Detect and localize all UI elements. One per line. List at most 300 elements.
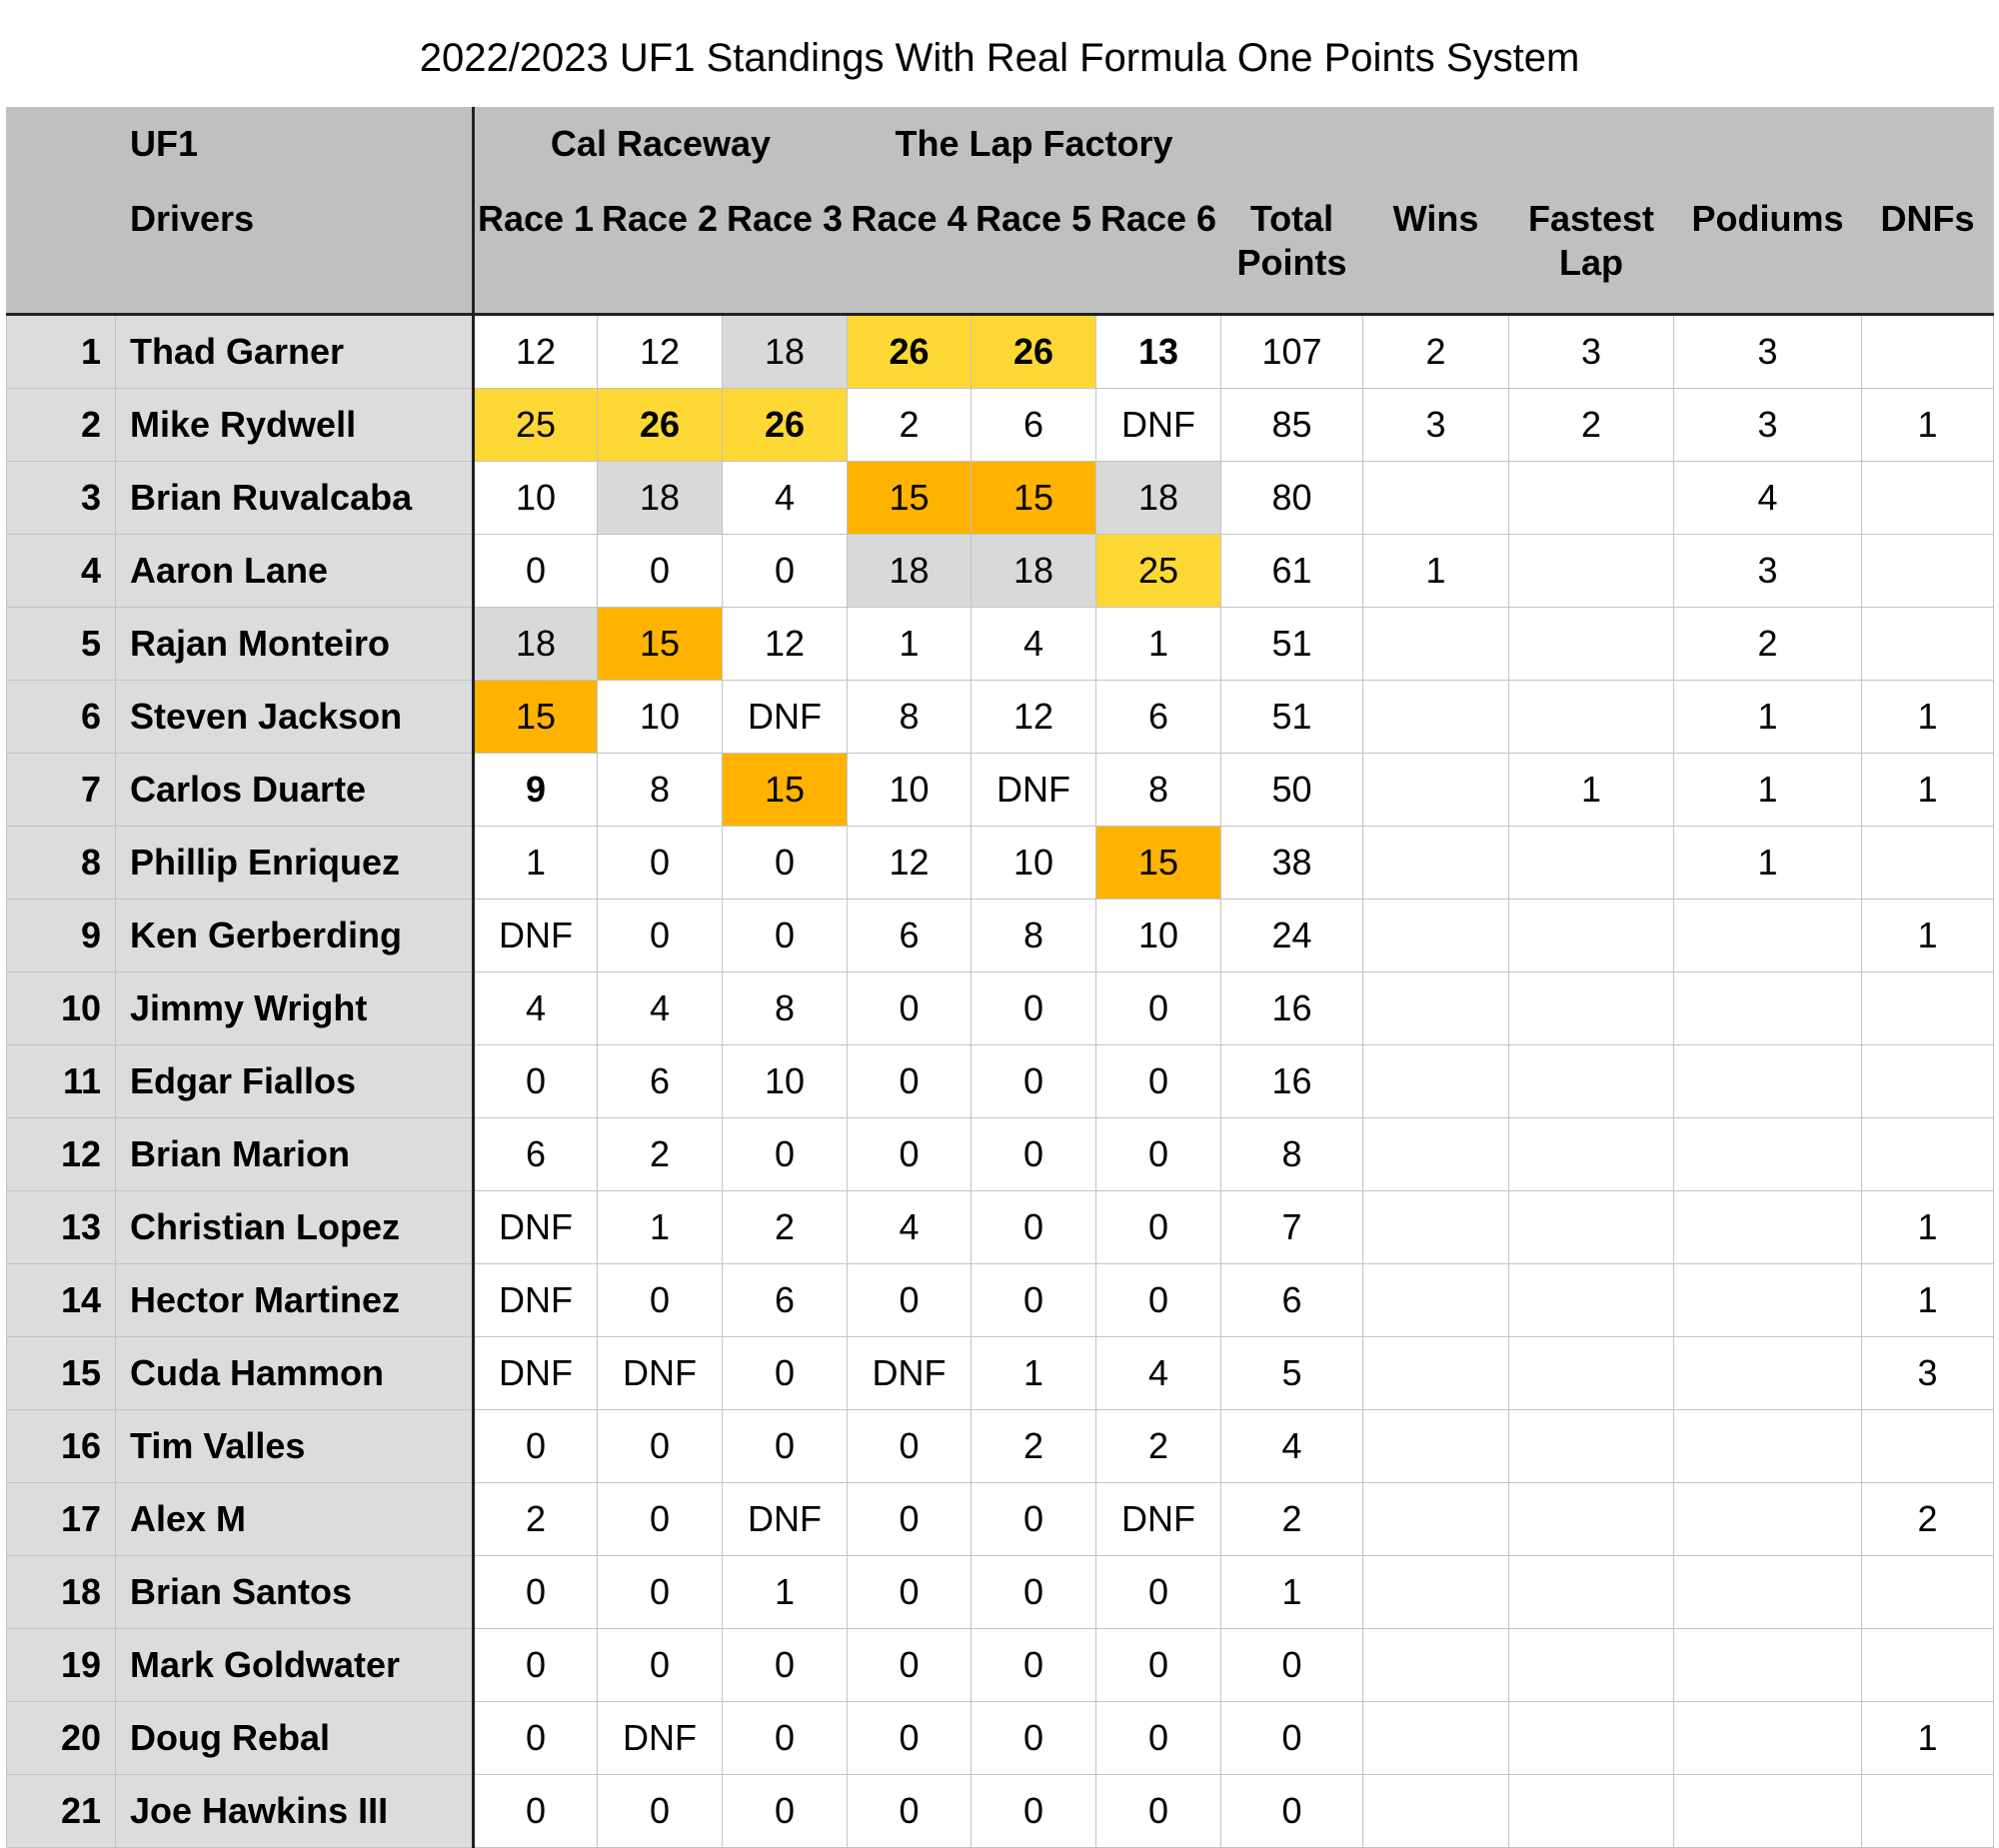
race-4-cell: 0 (848, 1045, 972, 1118)
header-empty-cell (1674, 108, 1862, 181)
race-5-cell: 8 (972, 900, 1096, 972)
race-4-cell: 12 (848, 827, 972, 900)
driver-name-cell: Phillip Enriquez (116, 827, 474, 900)
podiums-cell: 3 (1674, 535, 1862, 608)
rank-cell: 2 (7, 389, 116, 462)
rank-cell: 13 (7, 1191, 116, 1264)
race-6-cell: 0 (1096, 1118, 1221, 1191)
driver-name-cell: Cuda Hammon (116, 1337, 474, 1410)
race-4-cell: 4 (848, 1191, 972, 1264)
race-1-cell: 15 (474, 681, 598, 754)
table-row (7, 681, 1994, 754)
podiums-cell (1674, 1264, 1862, 1337)
rank-cell: 17 (7, 1483, 116, 1556)
race-2-cell: 4 (598, 972, 723, 1045)
total-points-cell: 4 (1221, 1410, 1363, 1483)
fastest-lap-cell (1509, 972, 1674, 1045)
dnfs-cell (1862, 1629, 1994, 1702)
race-2-cell: 12 (598, 315, 723, 389)
fastest-lap-cell (1509, 1337, 1674, 1410)
podiums-cell (1674, 1556, 1862, 1629)
race-3-cell: 0 (723, 1702, 848, 1775)
race-2-cell: 18 (598, 462, 723, 535)
fastest-lap-cell (1509, 1410, 1674, 1483)
wins-cell (1363, 754, 1509, 827)
race-3-cell: 1 (723, 1556, 848, 1629)
race-5-cell: 12 (972, 681, 1096, 754)
race-4-cell: 0 (848, 1629, 972, 1702)
race-6-cell: 0 (1096, 1629, 1221, 1702)
page-title: 2022/2023 UF1 Standings With Real Formula One Points System (419, 36, 1580, 80)
total-points-cell: 38 (1221, 827, 1363, 900)
rank-cell: 1 (7, 315, 116, 389)
fastest-lap-cell (1509, 1775, 1674, 1848)
race-6-cell: 10 (1096, 900, 1221, 972)
race-3-cell: 6 (723, 1264, 848, 1337)
race-3-cell: 0 (723, 900, 848, 972)
table-row (7, 1775, 1994, 1848)
race-6-cell: 0 (1096, 1045, 1221, 1118)
table-row (7, 1410, 1994, 1483)
race-4-cell: 8 (848, 681, 972, 754)
table-row (7, 1556, 1994, 1629)
race-1-cell: 25 (474, 389, 598, 462)
race-5-cell: 0 (972, 1264, 1096, 1337)
rank-cell: 18 (7, 1556, 116, 1629)
driver-name-cell: Edgar Fiallos (116, 1045, 474, 1118)
race-3-cell: DNF (723, 1483, 848, 1556)
fastest-lap-cell (1509, 1118, 1674, 1191)
rank-cell: 9 (7, 900, 116, 972)
rank-cell: 4 (7, 535, 116, 608)
rank-cell: 7 (7, 754, 116, 827)
wins-cell (1363, 1118, 1509, 1191)
total-points-cell: 50 (1221, 754, 1363, 827)
race-1-cell: 0 (474, 1775, 598, 1848)
race-4-cell: 6 (848, 900, 972, 972)
race-3-cell: 0 (723, 827, 848, 900)
table-row (7, 608, 1994, 681)
race-6-cell: 0 (1096, 1775, 1221, 1848)
race-2-cell: 2 (598, 1118, 723, 1191)
total-points-cell: 61 (1221, 535, 1363, 608)
wins-cell (1363, 681, 1509, 754)
race-4-cell: 1 (848, 608, 972, 681)
fastest-lap-cell (1509, 1629, 1674, 1702)
column-header-dnfs: DNFs (1862, 181, 1994, 315)
race-6-cell: 13 (1096, 315, 1221, 389)
race-2-cell: 0 (598, 535, 723, 608)
podiums-cell: 1 (1674, 827, 1862, 900)
race-2-cell: DNF (598, 1702, 723, 1775)
wins-cell (1363, 972, 1509, 1045)
rank-cell: 8 (7, 827, 116, 900)
table-row (7, 1483, 1994, 1556)
table-row (7, 827, 1994, 900)
table-row (7, 315, 1994, 389)
race-3-cell: 0 (723, 1775, 848, 1848)
rank-cell: 20 (7, 1702, 116, 1775)
header-row-tracks (7, 108, 1994, 181)
race-2-cell: 0 (598, 1264, 723, 1337)
race-4-cell: 0 (848, 1264, 972, 1337)
race-5-cell: 0 (972, 1775, 1096, 1848)
podiums-cell: 1 (1674, 754, 1862, 827)
podiums-cell (1674, 972, 1862, 1045)
race-5-cell: 1 (972, 1337, 1096, 1410)
race-5-cell: 0 (972, 1483, 1096, 1556)
podiums-cell: 1 (1674, 681, 1862, 754)
fastest-lap-cell (1509, 535, 1674, 608)
podiums-cell (1674, 1410, 1862, 1483)
race-1-cell: 10 (474, 462, 598, 535)
race-2-cell: 0 (598, 900, 723, 972)
fastest-lap-cell: 2 (1509, 389, 1674, 462)
podiums-cell (1674, 1629, 1862, 1702)
wins-cell (1363, 1483, 1509, 1556)
header-row-columns (7, 181, 1994, 315)
race-2-cell: 0 (598, 1556, 723, 1629)
driver-name-cell: Rajan Monteiro (116, 608, 474, 681)
wins-cell (1363, 1702, 1509, 1775)
total-points-cell: 16 (1221, 1045, 1363, 1118)
driver-name-cell: Joe Hawkins III (116, 1775, 474, 1848)
race-5-cell: 0 (972, 972, 1096, 1045)
race-2-cell: 1 (598, 1191, 723, 1264)
race-4-cell: DNF (848, 1337, 972, 1410)
race-3-cell: 0 (723, 535, 848, 608)
fastest-lap-cell (1509, 1045, 1674, 1118)
race-1-cell: 4 (474, 972, 598, 1045)
wins-cell (1363, 1629, 1509, 1702)
dnfs-cell (1862, 462, 1994, 535)
race-5-cell: 0 (972, 1118, 1096, 1191)
race-5-cell: 26 (972, 315, 1096, 389)
total-points-cell: 0 (1221, 1775, 1363, 1848)
rank-cell: 21 (7, 1775, 116, 1848)
table-row (7, 535, 1994, 608)
driver-name-cell: Carlos Duarte (116, 754, 474, 827)
header-empty-cell (1221, 108, 1363, 181)
race-3-cell: 18 (723, 315, 848, 389)
race-3-cell: 26 (723, 389, 848, 462)
race-1-cell: 1 (474, 827, 598, 900)
dnfs-cell (1862, 1556, 1994, 1629)
race-3-cell: 0 (723, 1629, 848, 1702)
table-row (7, 462, 1994, 535)
driver-name-cell: Mike Rydwell (116, 389, 474, 462)
race-1-cell: 0 (474, 1410, 598, 1483)
total-points-cell: 5 (1221, 1337, 1363, 1410)
podiums-cell (1674, 1483, 1862, 1556)
race-5-cell: 18 (972, 535, 1096, 608)
race-4-cell: 18 (848, 535, 972, 608)
wins-cell: 2 (1363, 315, 1509, 389)
driver-name-cell: Alex M (116, 1483, 474, 1556)
wins-cell (1363, 462, 1509, 535)
header-empty-cell (1363, 108, 1509, 181)
race-6-cell: 4 (1096, 1337, 1221, 1410)
total-points-cell: 0 (1221, 1702, 1363, 1775)
race-3-cell: 0 (723, 1118, 848, 1191)
race-5-cell: 0 (972, 1556, 1096, 1629)
dnfs-cell (1862, 1118, 1994, 1191)
race-1-cell: DNF (474, 1264, 598, 1337)
total-points-cell: 6 (1221, 1264, 1363, 1337)
rank-cell: 12 (7, 1118, 116, 1191)
fastest-lap-cell (1509, 827, 1674, 900)
column-header-race-2: Race 2 (598, 181, 723, 315)
race-5-cell: 0 (972, 1191, 1096, 1264)
fastest-lap-cell: 3 (1509, 315, 1674, 389)
race-6-cell: 0 (1096, 1264, 1221, 1337)
total-points-cell: 7 (1221, 1191, 1363, 1264)
race-4-cell: 0 (848, 1483, 972, 1556)
race-4-cell: 0 (848, 972, 972, 1045)
race-4-cell: 10 (848, 754, 972, 827)
rank-cell: 19 (7, 1629, 116, 1702)
race-2-cell: 10 (598, 681, 723, 754)
race-6-cell: 6 (1096, 681, 1221, 754)
rank-cell: 10 (7, 972, 116, 1045)
podiums-cell: 2 (1674, 608, 1862, 681)
fastest-lap-cell (1509, 1702, 1674, 1775)
race-6-cell: 1 (1096, 608, 1221, 681)
race-6-cell: 18 (1096, 462, 1221, 535)
race-5-cell: 4 (972, 608, 1096, 681)
table-row (7, 1337, 1994, 1410)
race-2-cell: 26 (598, 389, 723, 462)
fastest-lap-cell (1509, 1264, 1674, 1337)
rank-cell: 15 (7, 1337, 116, 1410)
dnfs-cell (1862, 1045, 1994, 1118)
total-points-cell: 80 (1221, 462, 1363, 535)
wins-cell (1363, 608, 1509, 681)
race-1-cell: DNF (474, 1337, 598, 1410)
dnfs-cell: 1 (1862, 900, 1994, 972)
race-4-cell: 26 (848, 315, 972, 389)
dnfs-cell (1862, 608, 1994, 681)
driver-name-cell: Christian Lopez (116, 1191, 474, 1264)
race-6-cell: DNF (1096, 389, 1221, 462)
driver-name-cell: Hector Martinez (116, 1264, 474, 1337)
race-6-cell: 0 (1096, 1191, 1221, 1264)
dnfs-cell: 1 (1862, 1264, 1994, 1337)
race-2-cell: 0 (598, 1483, 723, 1556)
dnfs-cell (1862, 1410, 1994, 1483)
race-6-cell: 8 (1096, 754, 1221, 827)
wins-cell (1363, 1045, 1509, 1118)
race-3-cell: 15 (723, 754, 848, 827)
race-5-cell: 0 (972, 1045, 1096, 1118)
fastest-lap-cell (1509, 462, 1674, 535)
race-2-cell: 0 (598, 1775, 723, 1848)
table-row (7, 1702, 1994, 1775)
driver-name-cell: Brian Ruvalcaba (116, 462, 474, 535)
driver-name-cell: Ken Gerberding (116, 900, 474, 972)
race-3-cell: 12 (723, 608, 848, 681)
rank-cell: 14 (7, 1264, 116, 1337)
dnfs-cell: 1 (1862, 1702, 1994, 1775)
podiums-cell (1674, 1191, 1862, 1264)
race-6-cell: 0 (1096, 1702, 1221, 1775)
dnfs-cell: 1 (1862, 754, 1994, 827)
table-row (7, 1118, 1994, 1191)
total-points-cell: 8 (1221, 1118, 1363, 1191)
race-4-cell: 15 (848, 462, 972, 535)
race-4-cell: 0 (848, 1410, 972, 1483)
driver-name-cell: Jimmy Wright (116, 972, 474, 1045)
total-points-cell: 51 (1221, 608, 1363, 681)
race-4-cell: 0 (848, 1775, 972, 1848)
race-5-cell: 10 (972, 827, 1096, 900)
podiums-cell (1674, 1702, 1862, 1775)
table-row (7, 1629, 1994, 1702)
wins-cell (1363, 1556, 1509, 1629)
driver-name-cell: Mark Goldwater (116, 1629, 474, 1702)
race-6-cell: 0 (1096, 972, 1221, 1045)
fastest-lap-cell: 1 (1509, 754, 1674, 827)
driver-name-cell: Brian Marion (116, 1118, 474, 1191)
podiums-cell (1674, 1337, 1862, 1410)
race-1-cell: 9 (474, 754, 598, 827)
race-2-cell: 6 (598, 1045, 723, 1118)
header-rank-cell (7, 108, 116, 181)
race-6-cell: 0 (1096, 1556, 1221, 1629)
column-header-race-6: Race 6 (1096, 181, 1221, 315)
dnfs-cell (1862, 1775, 1994, 1848)
race-6-cell: 25 (1096, 535, 1221, 608)
driver-name-cell: Steven Jackson (116, 681, 474, 754)
column-header-drivers: Drivers (116, 181, 474, 315)
race-2-cell: 0 (598, 827, 723, 900)
dnfs-cell (1862, 315, 1994, 389)
total-points-cell: 85 (1221, 389, 1363, 462)
dnfs-cell: 3 (1862, 1337, 1994, 1410)
race-4-cell: 2 (848, 389, 972, 462)
podiums-cell: 3 (1674, 389, 1862, 462)
header-empty-cell (1509, 108, 1674, 181)
total-points-cell: 24 (1221, 900, 1363, 972)
total-points-cell: 107 (1221, 315, 1363, 389)
wins-cell: 1 (1363, 535, 1509, 608)
race-3-cell: 2 (723, 1191, 848, 1264)
driver-name-cell: Thad Garner (116, 315, 474, 389)
race-5-cell: 6 (972, 389, 1096, 462)
race-4-cell: 0 (848, 1556, 972, 1629)
fastest-lap-cell (1509, 1556, 1674, 1629)
race-2-cell: DNF (598, 1337, 723, 1410)
race-5-cell: 2 (972, 1410, 1096, 1483)
race-1-cell: 0 (474, 1556, 598, 1629)
race-1-cell: 12 (474, 315, 598, 389)
driver-name-cell: Doug Rebal (116, 1702, 474, 1775)
dnfs-cell: 2 (1862, 1483, 1994, 1556)
race-3-cell: 0 (723, 1337, 848, 1410)
total-points-cell: 2 (1221, 1483, 1363, 1556)
race-1-cell: DNF (474, 900, 598, 972)
podiums-cell (1674, 1045, 1862, 1118)
driver-name-cell: Brian Santos (116, 1556, 474, 1629)
wins-cell (1363, 1410, 1509, 1483)
race-5-cell: 0 (972, 1629, 1096, 1702)
race-5-cell: 15 (972, 462, 1096, 535)
podiums-cell: 3 (1674, 315, 1862, 389)
dnfs-cell (1862, 972, 1994, 1045)
column-header-race-4: Race 4 (848, 181, 972, 315)
race-1-cell: 0 (474, 1629, 598, 1702)
table-row (7, 1264, 1994, 1337)
race-1-cell: 6 (474, 1118, 598, 1191)
fastest-lap-cell (1509, 1191, 1674, 1264)
rank-cell: 3 (7, 462, 116, 535)
race-3-cell: 8 (723, 972, 848, 1045)
total-points-cell: 1 (1221, 1556, 1363, 1629)
race-3-cell: 0 (723, 1410, 848, 1483)
driver-name-cell: Aaron Lane (116, 535, 474, 608)
race-2-cell: 0 (598, 1410, 723, 1483)
race-1-cell: 18 (474, 608, 598, 681)
standings-table (6, 107, 1994, 1848)
dnfs-cell: 1 (1862, 681, 1994, 754)
race-6-cell: 15 (1096, 827, 1221, 900)
race-3-cell: 4 (723, 462, 848, 535)
wins-cell (1363, 900, 1509, 972)
rank-cell: 5 (7, 608, 116, 681)
fastest-lap-cell (1509, 1483, 1674, 1556)
table-row (7, 389, 1994, 462)
column-header-wins: Wins (1363, 181, 1509, 315)
table-row (7, 1045, 1994, 1118)
total-points-cell: 16 (1221, 972, 1363, 1045)
table-row (7, 972, 1994, 1045)
dnfs-cell: 1 (1862, 389, 1994, 462)
standings-body (7, 315, 1994, 1848)
total-points-cell: 51 (1221, 681, 1363, 754)
race-1-cell: DNF (474, 1191, 598, 1264)
wins-cell (1363, 1337, 1509, 1410)
wins-cell (1363, 1191, 1509, 1264)
wins-cell (1363, 827, 1509, 900)
column-header-total-points: Total Points (1221, 181, 1363, 315)
header-rank-cell (7, 181, 116, 315)
track-header-cal-raceway: Cal Raceway (474, 108, 848, 181)
dnfs-cell (1862, 827, 1994, 900)
track-header-lap-factory: The Lap Factory (848, 108, 1221, 181)
league-label: UF1 (116, 108, 474, 181)
race-6-cell: DNF (1096, 1483, 1221, 1556)
table-row (7, 754, 1994, 827)
column-header-race-3: Race 3 (723, 181, 848, 315)
race-2-cell: 0 (598, 1629, 723, 1702)
podiums-cell (1674, 1775, 1862, 1848)
race-2-cell: 8 (598, 754, 723, 827)
race-2-cell: 15 (598, 608, 723, 681)
race-1-cell: 2 (474, 1483, 598, 1556)
dnfs-cell (1862, 535, 1994, 608)
podiums-cell (1674, 900, 1862, 972)
driver-name-cell: Tim Valles (116, 1410, 474, 1483)
column-header-race-1: Race 1 (474, 181, 598, 315)
wins-cell (1363, 1775, 1509, 1848)
rank-cell: 16 (7, 1410, 116, 1483)
podiums-cell (1674, 1118, 1862, 1191)
race-4-cell: 0 (848, 1702, 972, 1775)
race-3-cell: DNF (723, 681, 848, 754)
total-points-cell: 0 (1221, 1629, 1363, 1702)
race-6-cell: 2 (1096, 1410, 1221, 1483)
race-5-cell: 0 (972, 1702, 1096, 1775)
